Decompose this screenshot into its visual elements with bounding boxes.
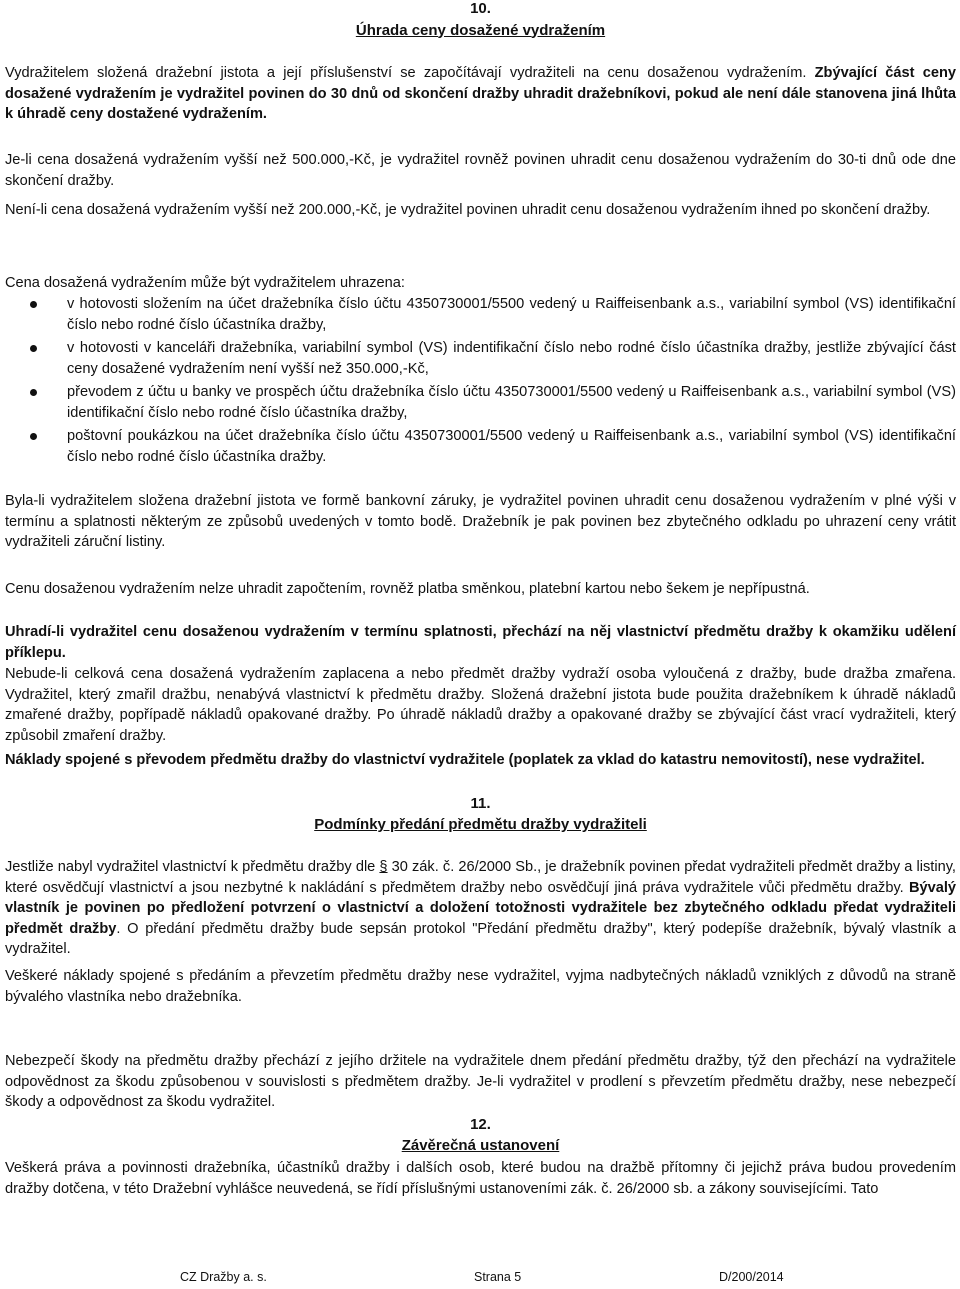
paragraph-text-bold: Zbývající část ceny dosažené vydražením je vydražitel povinen do 30 dnů od skončení dražby uhradit dražebníkovi, pokud ale není dále stanovena jiná lhůta k úhradě ceny dostažené vydražením.	[5, 65, 956, 122]
section-title: Podmínky předání předmětu dražby vydražiteli	[314, 816, 647, 833]
paragraph-text: . O předání předmětu dražby bude sepsán protokol "Předání předmětu dražby", který podepíše dražebník, bývalý vlastník a vydražitel.	[5, 920, 957, 957]
footer-company: CZ Dražby a. s.	[180, 1270, 267, 1284]
paragraph: Nebude-li celková cena dosažená vydražením zaplacena a nebo předmět dražby vydraží osoba vyloučená z dražby, bude dražba zmařena. Vydražitel, který zmařil dražbu, nenabývá vlastnictví k předmětu dražby. Složená dražební jistota bude použita dražebníkem k úhradě nákladů zmařené dražby, popřípadě nákladů opakované dražby. Po úhradě nákladů dražby a opakované dražby se zbývající část vrací vydražiteli, který způsobil zmaření dražby.	[5, 666, 956, 744]
paragraph: Veškerá práva a povinnosti dražebníka, účastníků dražby i dalších osob, které budou na dražbě přítomny či jejichž práva budou provedením dražby dotčena, v této Dražební vyhlášce neuvedená, se řídí příslušnými ustanoveními zák. č. 26/2000 sb. a zákony souvisejícími. Tato	[5, 1160, 956, 1197]
page-footer	[0, 1269, 960, 1285]
paragraph-bold: Náklady spojené s převodem předmětu dražby do vlastnictví vydražitele (poplatek za vklad do katastru nemovitostí), nese vydražitel.	[5, 752, 925, 768]
section-number: 10.	[470, 0, 491, 17]
paragraph	[5, 857, 956, 960]
paragraph: Cenu dosaženou vydražením nelze uhradit započtením, rovněž platba směnkou, platební kartou nebo šekem je nepřípustná.	[5, 581, 810, 597]
paragraph-text: 30 zák. č. 26/2000 Sb., je dražebník povinen předat vydražiteli předmět dražby a listiny, které osvědčují vlastnictví a jsou nezbytné k nakládání s předmětem dražby nebo osvědčují jiná práva vydražitele vůči předmětu dražby.	[5, 859, 956, 896]
paragraph: Není-li cena dosažená vydražením vyšší než 200.000,-Kč, je vydražitel povinen uhradit cenu dosaženou vydražením ihned po skončení dražby.	[5, 202, 931, 218]
section-title: Úhrada ceny dosažené vydražením	[355, 21, 606, 39]
list-item: poštovní poukázkou na účet dražebníka číslo účtu 4350730001/5500 vedený u Raiffeisenbank a.s., variabilní symbol (VS) identifikační číslo nebo rodné číslo účastníka dražby.	[5, 426, 956, 467]
list-item: v hotovosti složením na účet dražebníka číslo účtu 4350730001/5500 vedený u Raiffeisenbank a.s., variabilní symbol (VS) identifikační číslo nebo rodné číslo účastníka dražby,	[5, 294, 956, 335]
payment-intro: Cena dosažená vydražením může být vydražitelem uhrazena:	[5, 275, 405, 291]
payment-options-list	[5, 294, 956, 467]
paragraph: Nebezpečí škody na předmětu dražby přechází z jejího držitele na vydražitele dnem předání předmětu dražby, týž den přechází na vydražitele odpovědnost za škodu způsobenou v souvislosti s předmětem dražby. Je-li vydražitel v prodlení s převzetím předmětu dražby, nese nebezpečí škody a odpovědnost za škodu vydražitel.	[5, 1053, 956, 1110]
paragraph: Veškeré náklady spojené s předáním a převzetím předmětu dražby nese vydražitel, vyjma nadbytečných nákladů vzniklých z důvodů na straně bývalého vlastníka nebo dražebníka.	[5, 968, 956, 1005]
paragraph	[5, 63, 956, 125]
paragraph-text: Jestliže nabyl vydražitel vlastnictví k předmětu dražby dle	[5, 859, 380, 875]
footer-page-number: Strana 5	[474, 1270, 522, 1284]
section-number: 11.	[470, 795, 491, 812]
list-item: převodem z účtu u banky ve prospěch účtu dražebníka číslo účtu 4350730001/5500 vedený u Raiffeisenbank a.s., variabilní symbol (VS) identifikační číslo nebo rodné číslo účastníka dražby,	[5, 382, 956, 423]
section-number: 12.	[470, 1116, 491, 1133]
paragraph-text-bold: Bývalý vlastník je povinen po předložení potvrzení o vlastnictví a doložení totožnosti vydražitele bez zbytečného odkladu předat vydražiteli předmět dražby	[5, 879, 956, 937]
list-item: v hotovosti v kanceláři dražebníka, variabilní symbol (VS) indentifikační číslo nebo rodné číslo účastníka dražby, jestliže zbývající část ceny dosažené vydražením není vyšší než 350.000,-Kč,	[5, 338, 956, 379]
paragraph: Je-li cena dosažená vydražením vyšší než 500.000,-Kč, je vydražitel rovněž povinen uhradit cenu dosaženou vydražením do 30-ti dnů ode dne skončení dražby.	[5, 152, 956, 189]
paragraph-text: Vydražitelem složená dražební jistota a její příslušenství se započítávají vydražiteli na cenu dosaženou vydražením.	[5, 65, 815, 81]
footer-document-id: D/200/2014	[719, 1270, 784, 1284]
paragraph: Byla-li vydražitelem složena dražební jistota ve formě bankovní záruky, je vydražitel povinen uhradit cenu dosaženou vydražením v plné výši v termínu a splatnosti některým ze způsobů uvedených v tomto bodě. Dražebník je pak povinen bez zbytečného odkladu po uhrazení ceny vrátit vydražiteli záruční listiny.	[5, 493, 956, 550]
section-10	[5, 0, 956, 41]
paragraph-bold: Uhradí-li vydražitel cenu dosaženou vydražením v termínu splatnosti, přechází na něj vlastnictví předmětu dražby k okamžiku udělení příklepu.	[5, 624, 956, 661]
section-title: Závěrečná ustanovení	[401, 1137, 560, 1154]
section-mark: §	[379, 859, 388, 875]
